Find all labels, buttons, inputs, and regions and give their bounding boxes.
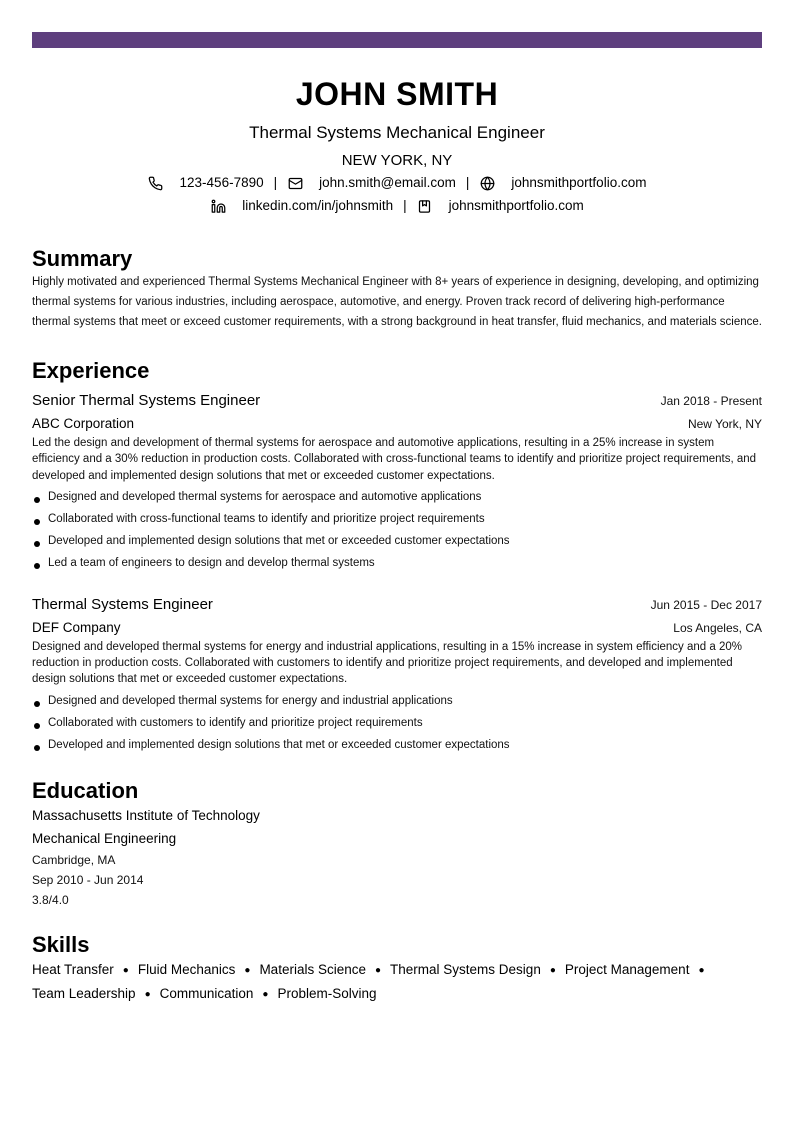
email-link[interactable]: john.smith@email.com (319, 175, 456, 190)
job-entry (32, 392, 762, 574)
candidate-location: NEW YORK, NY (341, 152, 453, 169)
portfolio-icon (417, 198, 433, 214)
bullet-separator: ● (698, 964, 705, 976)
list-item: Collaborated with customers to identify and prioritize project requirements (32, 712, 762, 734)
linkedin-link[interactable]: linkedin.com/in/johnsmith (242, 198, 394, 213)
linkedin-icon (210, 198, 226, 214)
skill-item: Thermal Systems Design (390, 961, 541, 977)
job-location: New York, NY (687, 417, 762, 431)
bullet-separator: ● (244, 964, 251, 976)
job-description: Led the design and development of thermal systems for aerospace and automotive applications, resulting in a 25% increase in system efficiency and a 30% reduction in production costs. Collaborated with cross-functional teams to identify and prioritize project requirements, and developed and implemented design solutions that met or exceeded customer expectations. (32, 437, 757, 482)
skill-item: Materials Science (259, 961, 366, 977)
skill-item: Team Leadership (32, 985, 136, 1001)
website-link[interactable]: johnsmithportfolio.com (511, 175, 647, 190)
contact-row-secondary (32, 196, 762, 216)
education-gpa: 3.8/4.0 (32, 892, 69, 907)
resume-page (32, 32, 762, 1006)
education-school: Massachusetts Institute of Technology (32, 807, 260, 823)
candidate-name: JOHN SMITH (295, 76, 499, 112)
bullet-separator: ● (122, 964, 129, 976)
job-company: DEF Company (32, 619, 121, 635)
portfolio-link[interactable]: johnsmithportfolio.com (448, 198, 584, 213)
job-dates: Jan 2018 - Present (660, 394, 762, 408)
skills-list (32, 958, 752, 1006)
contact-row-primary (32, 173, 762, 193)
summary-heading: Summary (32, 246, 133, 271)
bullet-separator: ● (374, 964, 382, 976)
list-item: Developed and implemented design solutions that met or exceeded customer expectations (32, 734, 762, 756)
skill-item: Heat Transfer (32, 961, 114, 977)
job-bullets (32, 486, 762, 574)
separator: | (403, 198, 407, 213)
skill-item: Fluid Mechanics (137, 961, 236, 977)
phone-icon (148, 175, 164, 191)
bullet-separator: ● (549, 964, 556, 976)
skill-item: Communication (159, 985, 254, 1001)
list-item: Collaborated with cross-functional teams to identify and prioritize project requirements (32, 508, 762, 530)
education-location: Cambridge, MA (32, 852, 116, 867)
job-location: Los Angeles, CA (673, 620, 762, 635)
experience-heading: Experience (32, 358, 150, 383)
globe-icon (479, 175, 495, 191)
job-title: Thermal Systems Engineer (32, 595, 213, 613)
education-heading: Education (32, 777, 139, 803)
bullet-separator: ● (262, 988, 269, 1000)
skills-heading: Skills (32, 931, 90, 957)
job-description: Designed and developed thermal systems for energy and industrial applications, resulting in a 15% increase in system efficiency and a 20% reduction in production costs. Collaborated with customers to identify and prioritize project requirements, and developed and implemented design solutions that met or exceeded customer expectations. (32, 640, 742, 686)
mail-icon (287, 175, 303, 191)
list-item: Designed and developed thermal systems for aerospace and automotive applications (32, 486, 762, 508)
education-degree: Mechanical Engineering (32, 830, 177, 846)
skill-item: Project Management (564, 961, 690, 977)
accent-bar (32, 32, 762, 48)
skill-item: Problem-Solving (277, 985, 377, 1001)
job-company: ABC Corporation (32, 416, 135, 431)
education-dates: Sep 2010 - Jun 2014 (32, 872, 144, 887)
job-entry (32, 596, 762, 756)
separator: | (273, 175, 278, 190)
list-item: Developed and implemented design solutions that met or exceeded customer expectations (32, 530, 762, 552)
bullet-separator: ● (144, 988, 151, 1000)
job-dates: Jun 2015 - Dec 2017 (650, 597, 762, 612)
job-title: Senior Thermal Systems Engineer (32, 392, 261, 409)
list-item: Designed and developed thermal systems for energy and industrial applications (32, 690, 762, 712)
list-item: Led a team of engineers to design and develop thermal systems (32, 552, 762, 574)
job-bullets (32, 690, 762, 756)
separator: | (465, 175, 470, 190)
phone-number[interactable]: 123-456-7890 (179, 175, 264, 190)
candidate-role: Thermal Systems Mechanical Engineer (249, 123, 545, 142)
summary-text: Highly motivated and experienced Thermal Systems Mechanical Engineer with 8+ years of experience in designing, developing, and optimizing thermal systems for various industries, including aerospace, automotive, and energy. Proven track record of delivering high-performance thermal systems that meet or exceed customer requirements, with a strong background in heat transfer, fluid mechanics, and materials science. (32, 276, 762, 328)
